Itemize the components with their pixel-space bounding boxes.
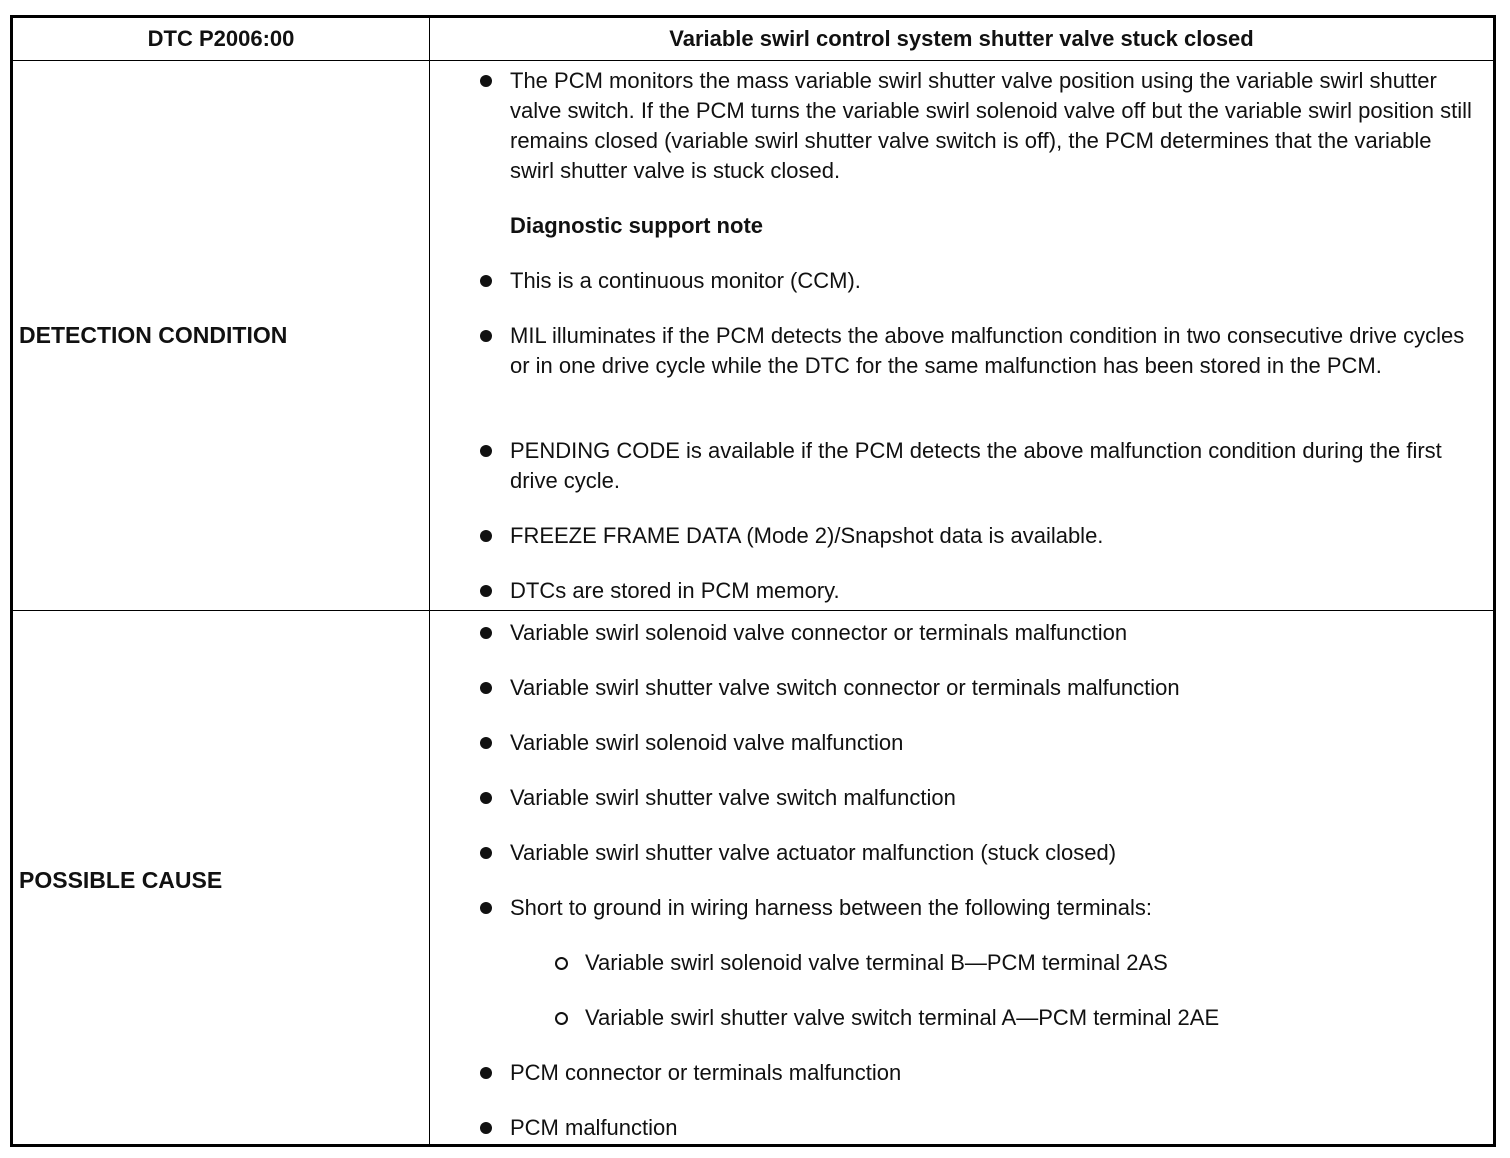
- diagnostic-support-note-heading: Diagnostic support note: [510, 213, 763, 238]
- list-item: FREEZE FRAME DATA (Mode 2)/Snapshot data is available.: [430, 521, 1473, 551]
- bullet-icon: [480, 585, 492, 597]
- list-item: Variable swirl shutter valve switch malfunction: [430, 783, 1473, 813]
- list-item: Variable swirl solenoid valve connector or terminals malfunction: [430, 618, 1473, 648]
- list-item: This is a continuous monitor (CCM).: [430, 266, 1473, 296]
- bullet-icon: [480, 627, 492, 639]
- sub-list-item: Variable swirl solenoid valve terminal B—PCM terminal 2AS: [430, 948, 1473, 978]
- hollow-bullet-icon: [555, 1012, 568, 1025]
- list-item: Variable swirl shutter valve actuator malfunction (stuck closed): [430, 838, 1473, 868]
- bullet-icon: [480, 75, 492, 87]
- bullet-icon: [480, 737, 492, 749]
- bullet-icon: [480, 445, 492, 457]
- row-divider: [13, 610, 1493, 611]
- list-item: DTCs are stored in PCM memory.: [430, 576, 1473, 606]
- header-divider: [13, 60, 1493, 61]
- list-item: Short to ground in wiring harness between the following terminals:: [430, 893, 1473, 923]
- bullet-icon: [480, 1122, 492, 1134]
- bullet-icon: [480, 682, 492, 694]
- dtc-table: [10, 15, 1496, 1147]
- bullet-icon: [480, 1067, 492, 1079]
- detection-condition-label: DETECTION CONDITION: [19, 322, 288, 348]
- list-item: PENDING CODE is available if the PCM detects the above malfunction condition during the first drive cycle.: [430, 436, 1473, 496]
- list-item: Variable swirl shutter valve switch connector or terminals malfunction: [430, 673, 1473, 703]
- dtc-title-header: Variable swirl control system shutter valve stuck closed: [669, 26, 1254, 51]
- list-item: The PCM monitors the mass variable swirl shutter valve position using the variable swirl shutter valve switch. If the PCM turns the variable swirl solenoid valve off but the variable swirl position still remains closed (variable swirl shutter valve switch is off), the PCM determines that the variable swirl shutter valve is stuck closed.: [430, 66, 1473, 186]
- list-item: PCM malfunction: [430, 1113, 1473, 1143]
- bullet-icon: [480, 275, 492, 287]
- bullet-icon: [480, 530, 492, 542]
- hollow-bullet-icon: [555, 957, 568, 970]
- possible-cause-label: POSSIBLE CAUSE: [19, 867, 223, 893]
- list-item: Variable swirl solenoid valve malfunction: [430, 728, 1473, 758]
- dtc-code-header: DTC P2006:00: [147, 26, 295, 51]
- bullet-icon: [480, 330, 492, 342]
- bullet-icon: [480, 902, 492, 914]
- sub-list-item: Variable swirl shutter valve switch terminal A—PCM terminal 2AE: [430, 1003, 1473, 1033]
- bullet-icon: [480, 792, 492, 804]
- list-item: MIL illuminates if the PCM detects the above malfunction condition in two consecutive drive cycles or in one drive cycle while the DTC for the same malfunction has been stored in the PCM.: [430, 321, 1473, 381]
- list-item: PCM connector or terminals malfunction: [430, 1058, 1473, 1088]
- bullet-icon: [480, 847, 492, 859]
